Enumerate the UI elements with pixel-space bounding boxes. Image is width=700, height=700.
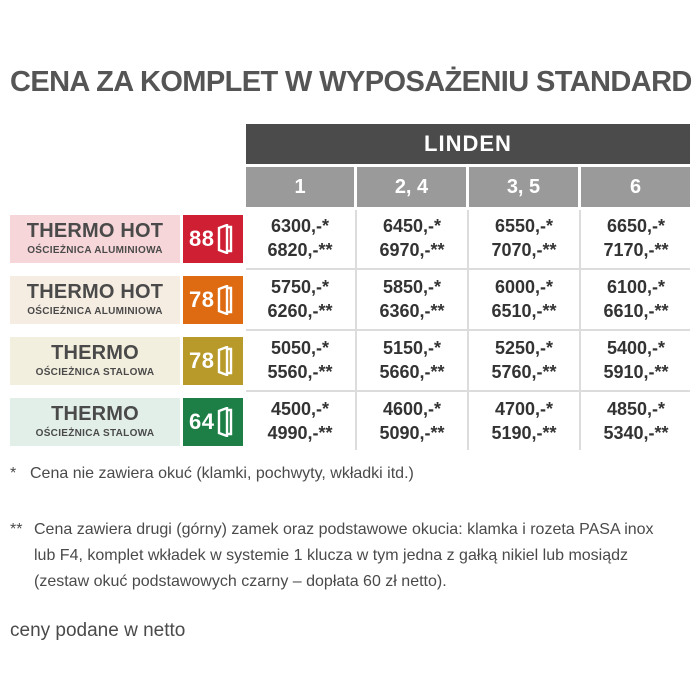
price-cell: 4700,-* 5190,-**: [491, 399, 557, 443]
product-label: [10, 215, 180, 263]
price-cell: 5250,-* 5760,-**: [491, 338, 557, 382]
footnote-double: [10, 517, 670, 595]
footnote-text: Cena zawiera drugi (górny) zamek oraz podstawowe okucia: klamka i rozeta PASA inox lub F4, komplet wkładek w systemie 1 klucza w tym jedna z gałką nikiel lub mosiądz (zestaw okuć podstawowych czarny – dopłata 60 zł netto).: [34, 521, 654, 590]
product-label: [10, 337, 180, 385]
column-header: 3, 5: [469, 167, 578, 207]
product-label: [10, 276, 180, 324]
frame-type: OŚCIEŻNICA ALUMINIOWA: [27, 306, 163, 317]
column-header: 6: [581, 167, 690, 207]
thickness-value: 78: [189, 287, 215, 312]
price-cell: 5850,-* 6360,-**: [379, 277, 445, 321]
price-cell: 6450,-* 6970,-**: [379, 216, 445, 260]
price-cell: 6300,-* 6820,-**: [267, 216, 333, 260]
netto-note: ceny podane w netto: [10, 620, 186, 641]
thickness-badge: [183, 215, 243, 263]
door-icon: [217, 346, 233, 376]
door-icon: [217, 407, 233, 437]
price-cell: 5750,-* 6260,-**: [267, 277, 333, 321]
price-cell: 5150,-* 5660,-**: [379, 338, 445, 382]
price-cell: 6100,-* 6610,-**: [603, 277, 669, 321]
column-header: 2, 4: [357, 167, 466, 207]
row-divider: [246, 390, 690, 392]
frame-type: OŚCIEŻNICA ALUMINIOWA: [27, 245, 163, 256]
price-cell: 4850,-* 5340,-**: [603, 399, 669, 443]
footnote-single: [10, 461, 690, 487]
price-cell: 6550,-* 7070,-**: [491, 216, 557, 260]
row-divider: [246, 329, 690, 331]
door-icon: [217, 285, 233, 315]
product-name: THERMO HOT: [26, 281, 164, 303]
price-cell: 6650,-* 7170,-**: [603, 216, 669, 260]
footnote-mark: **: [10, 521, 23, 538]
footnote-mark: *: [10, 465, 17, 482]
thickness-value: 64: [189, 409, 215, 434]
product-name: THERMO: [51, 342, 139, 364]
column-header: 1: [246, 167, 354, 207]
door-icon: [217, 224, 233, 254]
price-cell: 6000,-* 6510,-**: [491, 277, 557, 321]
frame-type: OŚCIEŻNICA STALOWA: [35, 367, 155, 378]
price-cell: 4500,-* 4990,-**: [267, 399, 333, 443]
thickness-badge: [183, 398, 243, 446]
page-title: CENA ZA KOMPLET W WYPOSAŻENIU STANDARD: [10, 66, 692, 98]
thickness-badge: [183, 276, 243, 324]
footnote-text: Cena nie zawiera okuć (klamki, pochwyty, wkładki itd.): [30, 465, 414, 482]
thickness-value: 88: [189, 226, 215, 251]
product-name: THERMO HOT: [26, 220, 164, 242]
frame-type: OŚCIEŻNICA STALOWA: [35, 428, 155, 439]
price-cell: 5400,-* 5910,-**: [603, 338, 669, 382]
product-name: THERMO: [51, 403, 139, 425]
row-divider: [246, 268, 690, 270]
brand-header: LINDEN: [246, 124, 690, 164]
thickness-value: 78: [189, 348, 215, 373]
product-label: [10, 398, 180, 446]
price-cell: 4600,-* 5090,-**: [379, 399, 445, 443]
thickness-badge: [183, 337, 243, 385]
price-cell: 5050,-* 5560,-**: [267, 338, 333, 382]
